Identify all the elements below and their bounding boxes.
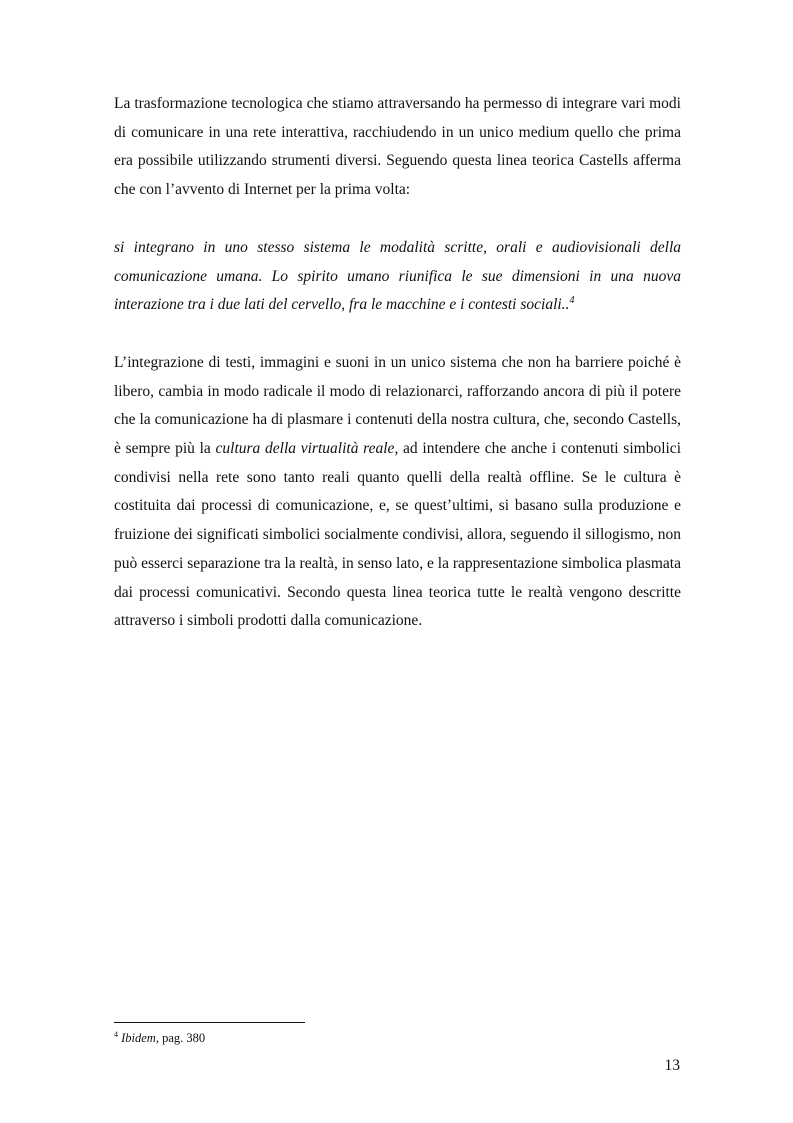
footnote-number: 4 (114, 1030, 118, 1039)
page-number: 13 (664, 1057, 680, 1074)
footnote-source: Ibidem (121, 1031, 156, 1045)
footnote-divider (114, 1022, 305, 1023)
paragraph-main (114, 349, 681, 636)
footnote-reference[interactable]: 4 (569, 295, 575, 307)
text-body (114, 90, 681, 636)
block-quote (114, 234, 681, 320)
paragraph-intro: La trasformazione tecnologica che stiamo attraversando ha permesso di integrare vari modi di comunicare in una rete interattiva, racchiudendo in un unico medium quello che prima era possibile utilizzando strumenti diversi. Seguendo questa linea teorica Castells afferma che con l’avvento di Internet per la prima volta: (114, 95, 681, 199)
paragraph-main-part1: L’integrazione di testi, immagini e suoni in un unico sistema che non ha barriere poiché è libero, cambia in modo radicale il modo di relazionarci, rafforzando ancora di più il potere che la comunicazione ha di plasmare i contenuti della nostra cultura, che, secondo Castells, è sempre più la (114, 353, 681, 458)
quote-text: si integrano in uno stesso sistema le modalità scritte, orali e audiovisionali della comunicazione umana. Lo spirito umano riunifica le sue dimensioni in una nuova interazione tra i due lati del cervello, fra le macchine e i contesti sociali.. (114, 238, 681, 314)
footnote (114, 1030, 205, 1046)
paragraph-main-part2: , ad intendere che anche i contenuti simbolici condivisi nella rete sono tanto reali quanto quelli della realtà offline. Se le cultura è costituita dai processi di comunicazione, e, se quest’ultimi, si basano sulla produzione e fruizione dei significati simbolici socialmente condivisi, allora, seguendo il sillogismo, non può esserci separazione tra la realtà, in senso lato, e la rappresentazione simbolica plasmata dai processi comunicativi. Secondo questa linea teorica tutte le realtà vengono descritte attraverso i simboli prodotti dalla comunicazione. (114, 440, 681, 630)
footnote-detail: , pag. 380 (155, 1031, 206, 1045)
emphasis-cultura-virtualita: cultura della virtualità reale (215, 440, 395, 458)
